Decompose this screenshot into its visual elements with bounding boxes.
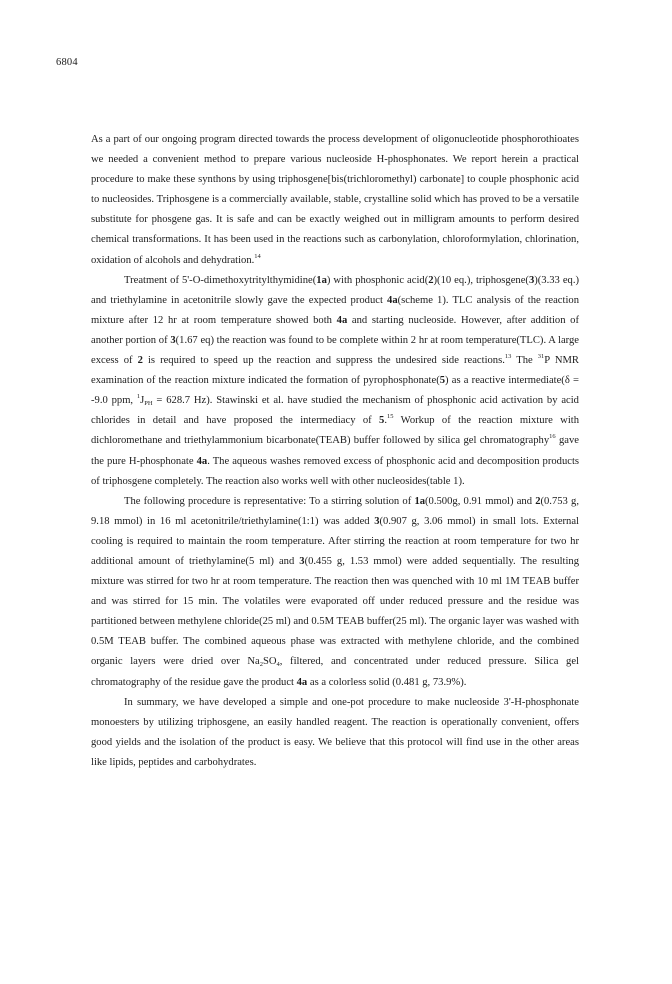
text-segment: In summary, we have developed a simple and one-pot procedure to make nucleoside 3'-H-phosphonate monoesters by utilizing triphosgene, an easily handled reagent. The reaction is operationally convenient, offers good yields and the isolation of the product is easy. We believe that this protocol will find use in the other areas like lipids, peptides and carbohydrates. [91,696,579,768]
text-segment: )(10 eq.), triphosgene( [433,274,529,286]
compound-label: 5 [379,415,385,427]
compound-label: 3 [299,555,305,567]
text-segment: as a colorless solid (0.481 g, 73.9%). [307,676,467,688]
compound-label: 1a [316,274,327,286]
text-segment: ) with phosphonic acid( [326,274,429,286]
compound-label: 3 [170,334,176,346]
text-segment: P NMR examination of the reaction mixture indicated the formation of pyrophosphonate( [91,355,579,387]
text-segment: )(3.33 eq.) and triethylamine in acetonitrile slowly gave the expected product [91,274,580,306]
superscript: 16 [549,433,556,441]
compound-label: 4a [196,455,208,467]
compound-label: 3 [528,274,535,286]
compound-label: 1a [414,495,426,507]
article-body [91,130,579,773]
text-segment: (1.67 eq) the reaction was found to be complete within 2 hr at room temperature(TLC). A large excess of [91,334,580,367]
compound-label: 4a [296,676,308,688]
text-segment: The [511,355,538,367]
compound-label: 4a [387,294,398,306]
subscript: 4 [276,661,280,669]
superscript: 14 [254,252,261,260]
text-segment: Workup of the reaction mixture with dichloromethane and triethylammonium bicarbonate(TEAB) buffer followed by silica gel chromatography [91,415,579,447]
text-segment: gave the pure H-phosphonate [91,435,579,467]
compound-label: 2 [137,355,143,367]
compound-label: 4a [336,314,348,326]
paragraph-procedure [91,492,579,693]
compound-label: 5 [439,375,446,387]
subscript: PH [144,400,153,408]
paragraph-treatment [91,271,579,492]
superscript: 15 [387,413,394,421]
text-segment: (0.907 g, 3.06 mmol) in small lots. External cooling is required to maintain the room temperature. After stirring the reaction at room temperature for two hr additional amount of triethylamine(5 ml) and [91,515,579,567]
text-segment: ) as a reactive intermediate(δ = -9.0 ppm, [91,375,579,407]
superscript: 31 [537,353,545,361]
text-segment: (0.500g, 0.91 mmol) and [425,495,536,507]
text-segment: SO [262,656,277,668]
superscript: 1 [136,393,141,401]
page-number: 6804 [56,57,78,68]
paragraph-introduction [91,130,579,271]
compound-label: 2 [428,274,434,286]
compound-label: 2 [535,495,541,507]
text-segment: . [384,415,387,427]
text-segment: (0.455 g, 1.53 mmol) were added sequentially. The resulting mixture was stirred for two hr at room temperature. The reaction then was quenched with 10 ml 1M TEAB buffer and was stirred for 15 min. The volatiles were evaporated off under reduced pressure and the residue was partitioned between methylene chloride(25 ml) and 0.5M TEAB buffer(25 ml). The organic layer was washed with 0.5M TEAB buffer. The combined aqueous phase was extracted with methylene chloride, and the combined organic layers were dried over Na [91,555,580,668]
text-segment: Treatment of 5'-O-dimethoxytritylthymidine( [124,274,317,286]
text-segment: , filtered, and concentrated under reduced pressure. Silica gel chromatography of the residue gave the product [91,656,579,688]
text-segment: The following procedure is representative: To a stirring solution of [124,495,415,507]
text-segment: (scheme 1). TLC analysis of the reaction mixture after 12 hr at room temperature showed both [91,294,579,326]
text-segment: As a part of our ongoing program directed towards the process development of oligonucleotide phosphorothioates we needed a convenient method to prepare various nucleoside H-phosphonates. We report herein a practical procedure to make these synthons by using triphosgene[bis(trichloromethyl) carbonate] to couple phosphonic acid to nucleosides. Triphosgene is a commercially available, stable, crystalline solid which has proved to be a versatile substitute for phosgene gas. It is safe and can be exactly weighed out in milligram amounts to perform desired chemical transformations. It has been used in the reactions such as carbonylation, chloroformylation, chlorination, oxidation of alcohols and dehydration. [91,134,579,266]
text-segment: (0.753 g, 9.18 mmol) in 16 ml acetonitrile/triethylamine(1:1) was added [91,495,579,527]
text-segment: . The aqueous washes removed excess of phosphonic acid and decomposition products of triphosgene completely. The reaction also works well with other nucleosides(table 1). [91,455,580,487]
subscript: 2 [259,661,263,669]
text-segment: = 628.7 Hz). Stawinski et al. have studied the mechanism of phosphonic acid activation by acid chlorides in detail and have proposed the intermediacy of [91,395,579,427]
text-segment: and starting nucleoside. However, after addition of another portion of [91,314,580,346]
paragraph-summary [91,693,579,773]
text-segment: J [140,395,145,407]
text-segment: is required to speed up the reaction and suppress the undesired side reactions. [142,355,505,367]
superscript: 13 [504,353,512,361]
compound-label: 3 [374,515,380,527]
